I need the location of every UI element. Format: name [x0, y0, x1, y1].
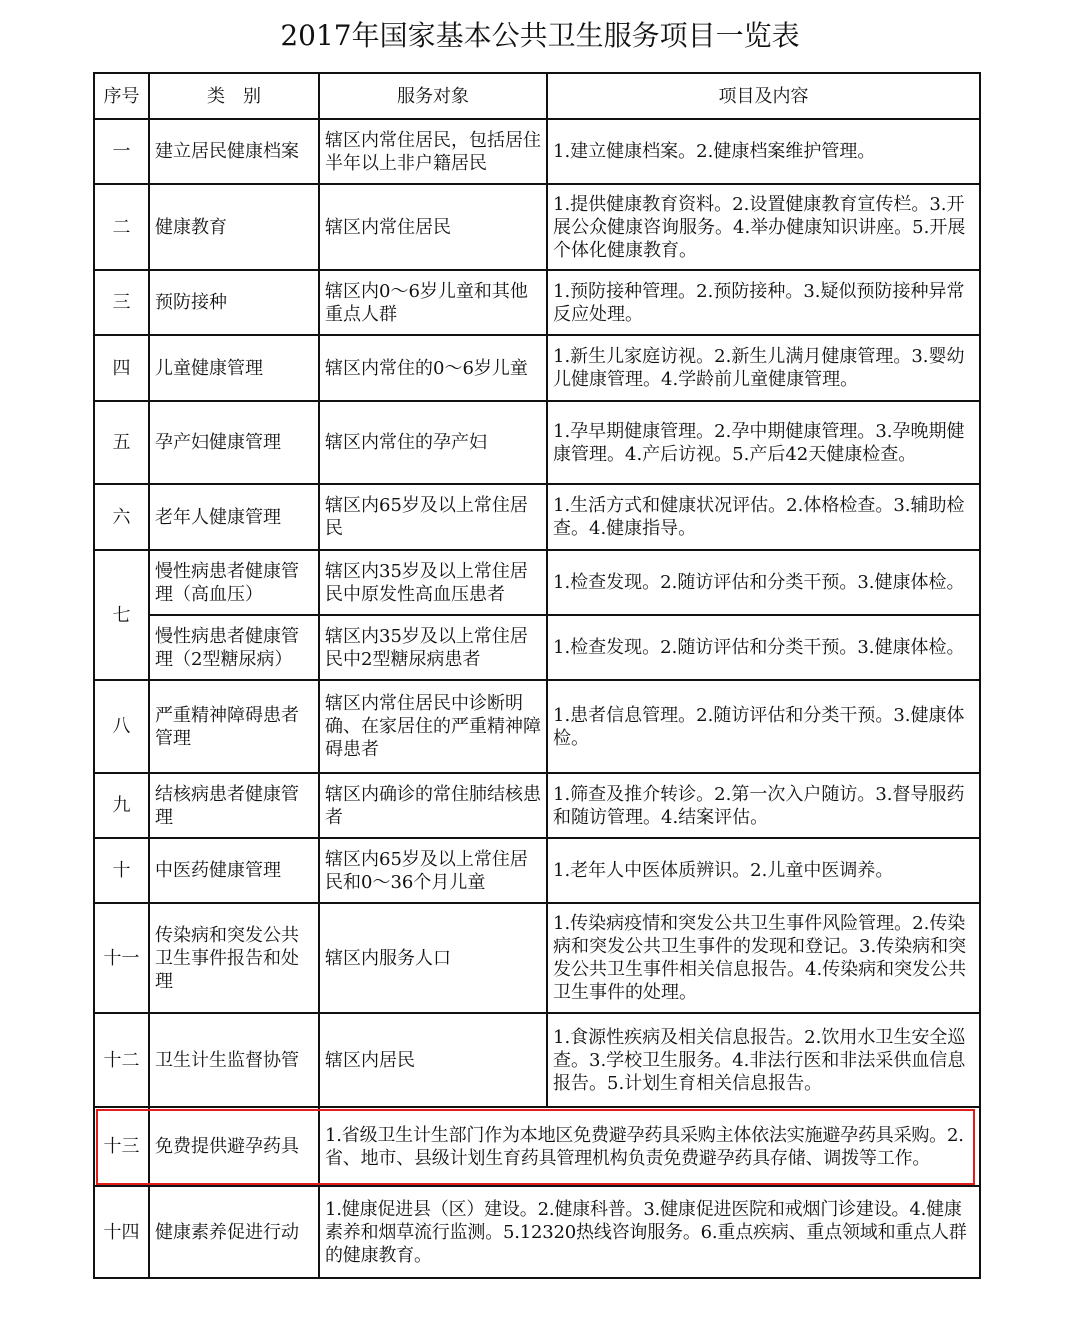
row-category: 建立居民健康档案 [149, 119, 319, 184]
row-number: 五 [94, 401, 149, 484]
row-content: 1.检查发现。2.随访评估和分类干预。3.健康体检。 [547, 550, 980, 615]
header-content: 项目及内容 [547, 73, 980, 119]
table-row [94, 838, 980, 903]
row-category: 卫生计生监督协管 [149, 1013, 319, 1107]
table-row [94, 484, 980, 550]
page-title: 2017年国家基本公共卫生服务项目一览表 [280, 19, 800, 52]
table-row [94, 550, 980, 615]
row-content: 1.生活方式和健康状况评估。2.体格检查。3.辅助检查。4.健康指导。 [547, 484, 980, 550]
row-target: 辖区内65岁及以上常住居民 [319, 484, 547, 550]
row-number: 十 [94, 838, 149, 903]
row-content: 1.提供健康教育资料。2.设置健康教育宣传栏。3.开展公众健康咨询服务。4.举办健康知识讲座。5.开展个体化健康教育。 [547, 184, 980, 270]
row-content: 1.筛查及推介转诊。2.第一次入户随访。3.督导服药和随访管理。4.结案评估。 [547, 773, 980, 838]
row-target: 辖区内居民 [319, 1013, 547, 1107]
table-row [94, 270, 980, 335]
row-target: 辖区内常住居民，包括居住半年以上非户籍居民 [319, 119, 547, 184]
row-category: 慢性病患者健康管理（高血压） [149, 550, 319, 615]
table-row [94, 903, 980, 1013]
table-row [94, 615, 980, 680]
row-number: 八 [94, 680, 149, 773]
table-row [94, 401, 980, 484]
row-target: 辖区内确诊的常住肺结核患者 [319, 773, 547, 838]
row-number: 十一 [94, 903, 149, 1013]
row-number: 十二 [94, 1013, 149, 1107]
row-target: 辖区内65岁及以上常住居民和0～36个月儿童 [319, 838, 547, 903]
row-category: 健康教育 [149, 184, 319, 270]
services-table [93, 72, 981, 1279]
row-target: 辖区内0～6岁儿童和其他重点人群 [319, 270, 547, 335]
row-target: 辖区内常住居民中诊断明确、在家居住的严重精神障碍患者 [319, 680, 547, 773]
row-number: 十三 [94, 1107, 149, 1186]
table-header-row [94, 73, 980, 119]
row-content: 1.新生儿家庭访视。2.新生儿满月健康管理。3.婴幼儿健康管理。4.学龄前儿童健康管理。 [547, 335, 980, 401]
row-category: 老年人健康管理 [149, 484, 319, 550]
row-category: 严重精神障碍患者管理 [149, 680, 319, 773]
table-row [94, 773, 980, 838]
table-row [94, 119, 980, 184]
row-number: 三 [94, 270, 149, 335]
row-target: 辖区内常住的0～6岁儿童 [319, 335, 547, 401]
row-category: 孕产妇健康管理 [149, 401, 319, 484]
row-content: 1.预防接种管理。2.预防接种。3.疑似预防接种异常反应处理。 [547, 270, 980, 335]
table-row [94, 680, 980, 773]
table-row [94, 1186, 980, 1278]
row-number: 一 [94, 119, 149, 184]
row-number: 二 [94, 184, 149, 270]
row-target: 辖区内常住居民 [319, 184, 547, 270]
row-target: 辖区内服务人口 [319, 903, 547, 1013]
row-content: 1.传染病疫情和突发公共卫生事件风险管理。2.传染病和突发公共卫生事件的发现和登记。3.传染病和突发公共卫生事件相关信息报告。4.传染病和突发公共卫生事件的处理。 [547, 903, 980, 1013]
row-content: 1.孕早期健康管理。2.孕中期健康管理。3.孕晚期健康管理。4.产后访视。5.产后42天健康检查。 [547, 401, 980, 484]
row-content: 1.患者信息管理。2.随访评估和分类干预。3.健康体检。 [547, 680, 980, 773]
table-row-highlighted [94, 1107, 980, 1186]
row-content: 1.检查发现。2.随访评估和分类干预。3.健康体检。 [547, 615, 980, 680]
row-category: 结核病患者健康管理 [149, 773, 319, 838]
row-content: 1.老年人中医体质辨识。2.儿童中医调养。 [547, 838, 980, 903]
row-target: 辖区内35岁及以上常住居民中原发性高血压患者 [319, 550, 547, 615]
row-category: 预防接种 [149, 270, 319, 335]
row-category: 慢性病患者健康管理（2型糖尿病） [149, 615, 319, 680]
row-content: 1.健康促进县（区）建设。2.健康科普。3.健康促进医院和戒烟门诊建设。4.健康素养和烟草流行监测。5.12320热线咨询服务。6.重点疾病、重点领域和重点人群的健康教育。 [319, 1186, 980, 1278]
row-category: 传染病和突发公共卫生事件报告和处理 [149, 903, 319, 1013]
row-category: 免费提供避孕药具 [149, 1107, 319, 1186]
header-target: 服务对象 [319, 73, 547, 119]
row-number: 九 [94, 773, 149, 838]
row-target: 辖区内常住的孕产妇 [319, 401, 547, 484]
row-content: 1.食源性疾病及相关信息报告。2.饮用水卫生安全巡查。3.学校卫生服务。4.非法行医和非法采供血信息报告。5.计划生育相关信息报告。 [547, 1013, 980, 1107]
row-number: 六 [94, 484, 149, 550]
row-target: 辖区内35岁及以上常住居民中2型糖尿病患者 [319, 615, 547, 680]
table-row [94, 335, 980, 401]
row-content: 1.省级卫生计生部门作为本地区免费避孕药具采购主体依法实施避孕药具采购。2.省、地市、县级计划生育药具管理机构负责免费避孕药具存储、调拨等工作。 [319, 1107, 980, 1186]
row-number: 七 [94, 550, 149, 680]
header-category: 类 别 [149, 73, 319, 119]
row-number: 十四 [94, 1186, 149, 1278]
row-category: 中医药健康管理 [149, 838, 319, 903]
row-category: 健康素养促进行动 [149, 1186, 319, 1278]
row-number: 四 [94, 335, 149, 401]
row-category: 儿童健康管理 [149, 335, 319, 401]
table-row [94, 1013, 980, 1107]
header-no: 序号 [94, 73, 149, 119]
table-row [94, 184, 980, 270]
row-content: 1.建立健康档案。2.健康档案维护管理。 [547, 119, 980, 184]
